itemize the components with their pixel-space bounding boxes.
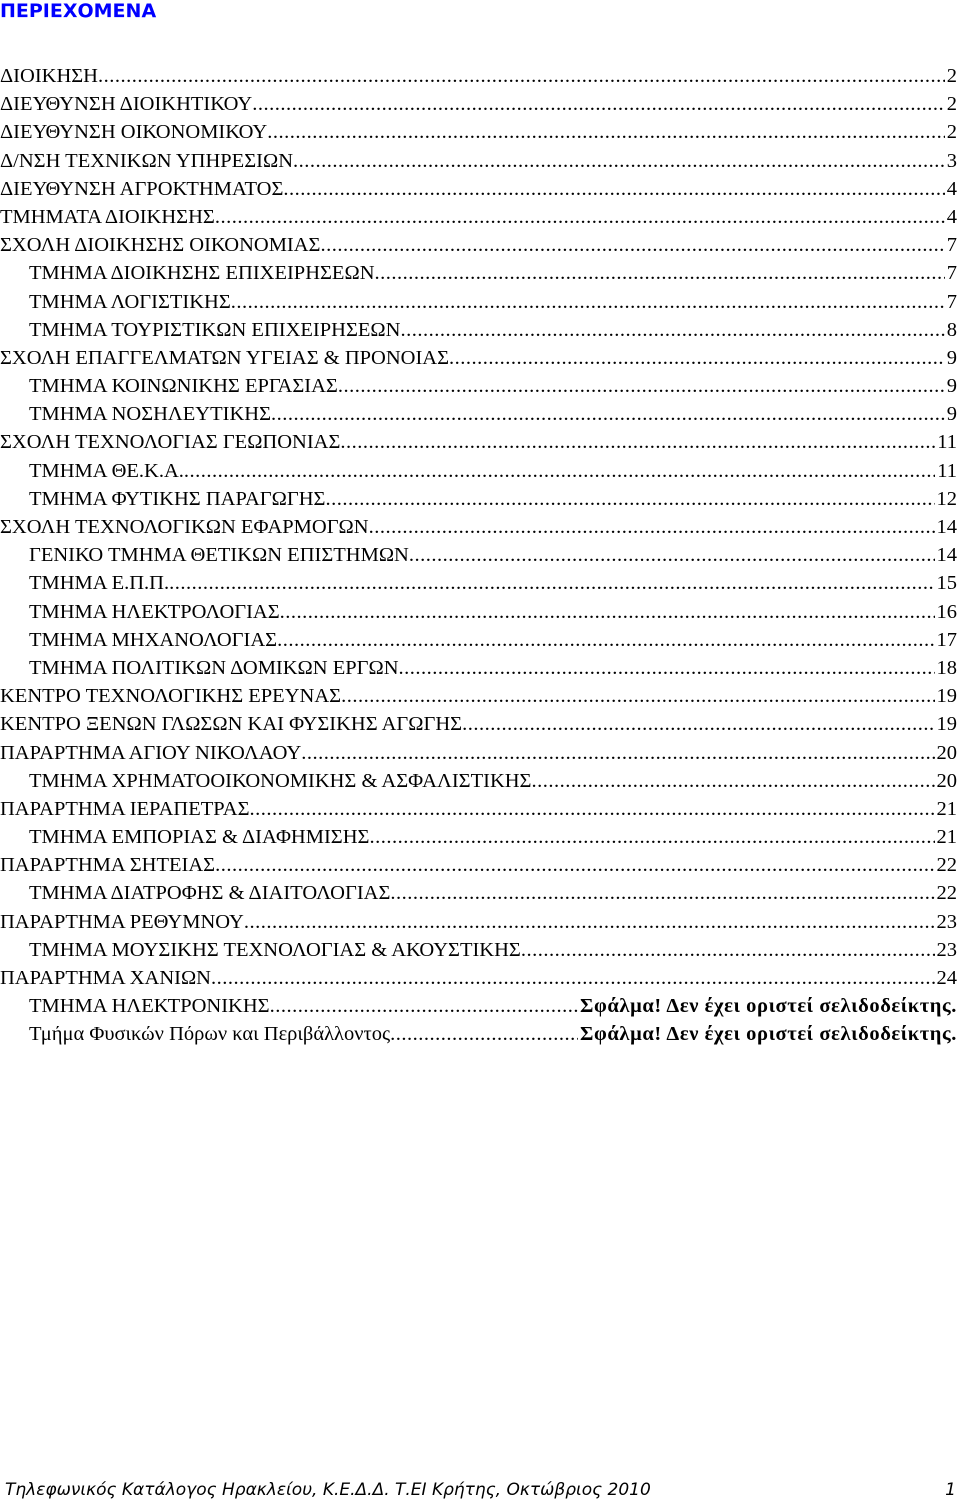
toc-page-number: 20 [936,741,957,764]
toc-entry [0,710,957,738]
toc-entry-link[interactable]: ΓΕΝΙΚΟ ΤΜΗΜΑ ΘΕΤΙΚΩΝ ΕΠΙΣΤΗΜΩΝ [29,544,409,567]
toc-entry-link[interactable]: ΚΕΝΤΡΟ ΤΕΧΝΟΛΟΓΙΚΗΣ ΕΡΕΥΝΑΣ [0,685,342,708]
toc-entry-link[interactable]: ΤΜΗΜΑ ΧΡΗΜΑΤΟΟΙΚΟΝΟΜΙΚΗΣ & ΑΣΦΑΛΙΣΤΙΚΗΣ [29,769,532,792]
toc-page-number: 9 [946,375,957,398]
toc-page-number: Σφάλμα! Δεν έχει οριστεί σελιδοδείκτης. [580,995,957,1018]
dot-leader [277,626,934,654]
toc-page-number: 7 [946,262,957,285]
footer-text: Τηλεφωνικός Κατάλογος Ηρακλείου, Κ.Ε.Δ.Δ. Τ.ΕΙ Κρήτης, Οκτώβριος 2010 [5,1480,651,1500]
toc-entry-link[interactable]: ΤΜΗΜΑ ΦΥΤΙΚΗΣ ΠΑΡΑΓΩΓΗΣ [29,487,326,510]
toc-entry [0,175,957,203]
toc-page-number: 20 [936,769,957,792]
dot-leader [369,513,935,541]
toc-entry [0,118,957,146]
toc-entry-link[interactable]: ΤΜΗΜΑ ΚΟΙΝΩΝΙΚΗΣ ΕΡΓΑΣΙΑΣ [29,375,338,398]
toc-page-number: 21 [936,797,957,820]
dot-leader [169,569,934,597]
toc-page-number: 17 [936,628,957,651]
toc-entry-link[interactable]: ΠΑΡΑΡΤΗΜΑ ΧΑΝΙΩΝ [0,967,211,989]
toc-entry [0,344,957,372]
toc-entry [0,316,957,344]
toc-entry-link[interactable]: ΤΜΗΜΑ ΔΙΟΙΚΗΣΗΣ ΕΠΙΧΕΙΡΗΣΕΩΝ [29,262,375,285]
toc-page-number: 7 [946,234,957,257]
dot-leader [375,259,945,287]
dot-leader [321,231,945,259]
dot-leader [280,598,935,626]
dot-leader [340,428,935,456]
dot-leader [390,1020,578,1048]
dot-leader [215,851,934,879]
toc-entry-link[interactable]: ΤΜΗΜΑ ΠΟΛΙΤΙΚΩΝ ΔΟΜΙΚΩΝ ΕΡΓΩΝ [29,656,399,679]
toc-page-number: 23 [936,910,957,933]
dot-leader [270,992,578,1020]
toc-entry [0,541,957,569]
toc-entry [0,457,957,485]
toc-entry-link[interactable]: ΤΜΗΜΑ ΜΗΧΑΝΟΛΟΓΙΑΣ [29,628,278,651]
page-footer [5,1479,960,1501]
toc-page-number: 7 [946,290,957,313]
dot-leader [231,288,945,316]
dot-leader [390,879,934,907]
toc-page-number: 9 [946,346,957,369]
table-of-contents [0,62,957,1049]
toc-entry [0,90,957,118]
toc-page-number: 9 [946,403,957,426]
dot-leader [369,823,934,851]
toc-entry [0,513,957,541]
toc-page-number: 21 [936,826,957,849]
toc-entry-link[interactable]: ΣΧΟΛΗ ΕΠΑΓΓΕΛΜΑΤΩΝ ΥΓΕΙΑΣ & ΠΡΟΝΟΙΑΣ [0,346,450,369]
toc-entry-link[interactable]: ΤΜΗΜΑ ΔΙΑΤΡΟΦΗΣ & ΔΙΑΙΤΟΛΟΓΙΑΣ [29,882,391,905]
toc-entry [0,851,957,879]
toc-page-number: 22 [936,882,957,905]
toc-entry [0,908,957,936]
footer-page-number: 1 [945,1480,956,1500]
page-title: ΠΕΡΙΕΧΟΜΕΝΑ [0,0,157,22]
toc-page-number: 2 [946,93,957,116]
toc-entry [0,259,957,287]
toc-entry [0,62,957,90]
toc-page-number: 14 [936,516,957,538]
toc-entry-link[interactable]: ΣΧΟΛΗ ΤΕΧΝΟΛΟΓΙΑΣ ΓΕΩΠΟΝΙΑΣ [0,431,341,454]
toc-entry [0,147,957,175]
toc-entry-link[interactable]: ΣΧΟΛΗ ΔΙΟΙΚΗΣΗΣ ΟΙΚΟΝΟΜΙΑΣ [0,234,321,257]
dot-leader [252,90,945,118]
toc-entry-link[interactable]: ΤΜΗΜΑ ΘΕ.Κ.Α. [29,459,184,482]
toc-entry-link[interactable]: Δ/ΝΣΗ ΤΕΧΝΙΚΩΝ ΥΠΗΡΕΣΙΩΝ [0,149,293,172]
toc-entry [0,739,957,767]
dot-leader [462,710,934,738]
toc-page-number: Σφάλμα! Δεν έχει οριστεί σελιδοδείκτης. [580,1023,957,1046]
toc-page-number: 12 [936,487,957,510]
toc-page-number: 3 [946,149,957,172]
toc-entry-link[interactable]: ΔΙΕΥΘΥΝΣΗ ΑΓΡΟΚΤΗΜΑΤΟΣ [0,177,284,200]
dot-leader [449,344,945,372]
toc-entry-link[interactable]: ΤΜΗΜΑ Ε.Π.Π. [29,572,170,595]
toc-entry [0,992,957,1020]
dot-leader [184,457,935,485]
toc-entry [0,936,957,964]
toc-entry-link[interactable]: ΔΙΕΥΘΥΝΣΗ ΟΙΚΟΝΟΜΙΚΟΥ [0,121,268,144]
toc-entry-link[interactable]: Τμήμα Φυσικών Πόρων και Περιβάλλοντος [29,1023,391,1046]
toc-entry-link[interactable]: ΔΙΟΙΚΗΣΗ [0,65,98,87]
toc-entry-link[interactable]: ΚΕΝΤΡΟ ΞΕΝΩΝ ΓΛΩΣΩΝ ΚΑΙ ΦΥΣΙΚΗΣ ΑΓΩΓΗΣ [0,713,463,736]
toc-entry [0,682,957,710]
dot-leader [338,372,945,400]
toc-entry [0,203,957,231]
toc-entry [0,767,957,795]
dot-leader [215,203,945,231]
toc-entry-link[interactable]: ΔΙΕΥΘΥΝΣΗ ΔΙΟΙΚΗΤΙΚΟΥ [0,93,253,116]
dot-leader [293,147,945,175]
dot-leader [98,62,945,90]
dot-leader [521,936,935,964]
toc-entry-link[interactable]: ΤΜΗΜΑ ΗΛΕΚΤΡΟΝΙΚΗΣ [29,995,270,1018]
toc-entry [0,626,957,654]
toc-page-number: 24 [936,967,957,989]
dot-leader [211,964,935,992]
dot-leader [409,541,935,569]
toc-entry [0,964,957,992]
toc-entry-link[interactable]: ΠΑΡΑΡΤΗΜΑ ΑΓΙΟΥ ΝΙΚΟΛΑΟΥ [0,741,302,764]
dot-leader [283,175,944,203]
toc-page-number: 22 [936,854,957,877]
dot-leader [325,485,934,513]
toc-entry [0,428,957,456]
toc-page-number: 19 [936,685,957,708]
toc-entry-link[interactable]: ΤΜΗΜΑ ΛΟΓΙΣΤΙΚΗΣ [29,290,231,313]
toc-entry-link[interactable]: ΤΜΗΜΑ ΗΛΕΚΤΡΟΛΟΓΙΑΣ [29,600,280,623]
toc-entry [0,400,957,428]
toc-entry [0,569,957,597]
toc-entry-link[interactable]: ΠΑΡΑΡΤΗΜΑ ΡΕΘΥΜΝΟΥ [0,910,244,933]
toc-entry-link[interactable]: ΤΜΗΜΑΤΑ ΔΙΟΙΚΗΣΗΣ [0,205,215,228]
toc-entry-link[interactable]: ΠΑΡΑΡΤΗΜΑ ΣΗΤΕΙΑΣ [0,854,216,877]
toc-entry [0,654,957,682]
toc-page-number: 14 [936,544,957,567]
toc-page-number: 18 [936,656,957,679]
toc-page-number: 4 [946,177,957,200]
dot-leader [271,400,945,428]
toc-entry-link[interactable]: ΤΜΗΜΑ ΤΟΥΡΙΣΤΙΚΩΝ ΕΠΙΧΕΙΡΗΣΕΩΝ [29,318,401,341]
dot-leader [244,908,935,936]
toc-page-number: 4 [946,205,957,228]
toc-page-number: 11 [937,431,957,454]
toc-page-number: 2 [946,65,957,87]
toc-page-number: 15 [936,572,957,595]
toc-page-number: 16 [936,600,957,623]
toc-entry [0,372,957,400]
toc-entry [0,1020,957,1048]
toc-entry [0,485,957,513]
toc-page-number: 8 [946,318,957,341]
toc-entry [0,823,957,851]
dot-leader [301,739,934,767]
toc-entry [0,879,957,907]
dot-leader [400,316,944,344]
toc-page-number: 19 [936,713,957,736]
toc-entry-link[interactable]: ΠΑΡΑΡΤΗΜΑ ΙΕΡΑΠΕΤΡΑΣ [0,797,250,820]
dot-leader [267,118,945,146]
toc-page-number: 23 [936,938,957,961]
toc-entry [0,288,957,316]
toc-entry [0,231,957,259]
dot-leader [399,654,935,682]
toc-entry [0,795,957,823]
toc-entry-link[interactable]: ΣΧΟΛΗ ΤΕΧΝΟΛΟΓΙΚΩΝ ΕΦΑΡΜΟΓΩΝ [0,516,369,538]
toc-entry [0,598,957,626]
toc-page-number: 11 [937,459,957,482]
toc-entry-link[interactable]: ΤΜΗΜΑ ΕΜΠΟΡΙΑΣ & ΔΙΑΦΗΜΙΣΗΣ [29,826,370,849]
dot-leader [250,795,935,823]
toc-entry-link[interactable]: ΤΜΗΜΑ ΝΟΣΗΛΕΥΤΙΚΗΣ [29,403,272,426]
dot-leader [341,682,934,710]
toc-entry-link[interactable]: ΤΜΗΜΑ ΜΟΥΣΙΚΗΣ ΤΕΧΝΟΛΟΓΙΑΣ & ΑΚΟΥΣΤΙΚΗΣ [29,938,521,961]
dot-leader [531,767,934,795]
toc-page-number: 2 [946,121,957,144]
